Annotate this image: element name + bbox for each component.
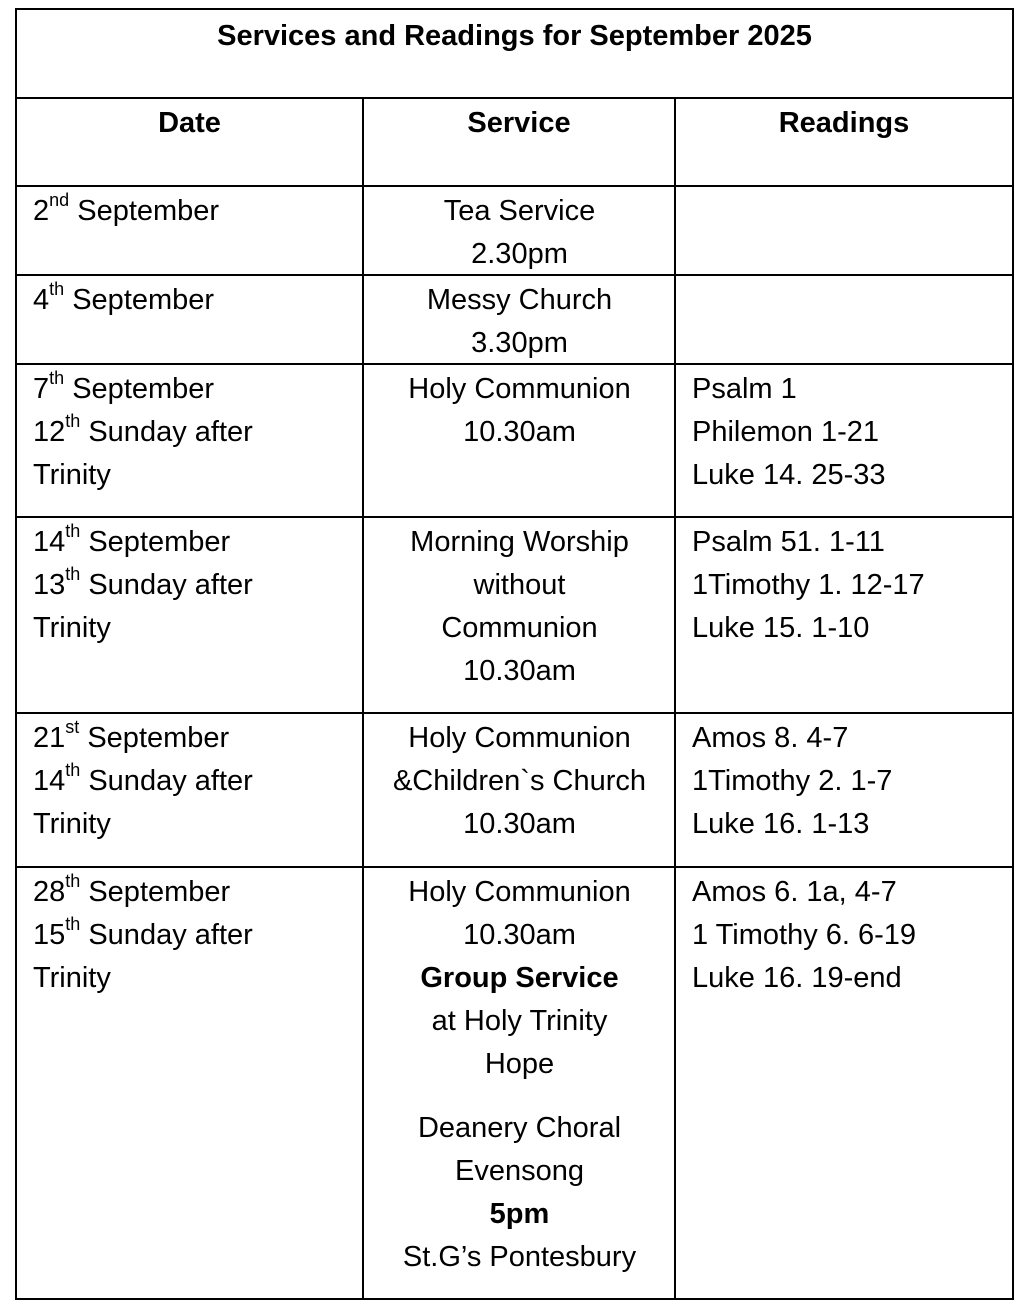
service-cell: Holy Communion 10.30am — [408, 373, 631, 448]
table-title: Services and Readings for September 2025 — [217, 20, 812, 52]
readings-cell: Psalm 1 Philemon 1-21 Luke 14. 25-33 — [692, 373, 886, 491]
service-cell: Morning Worship without Communion 10.30am — [410, 526, 629, 687]
service-cell: Holy Communion 10.30am Group Service at Holy Trinity Hope Deanery Choral Evensong 5pm St.G’s Pontesbury — [402, 876, 637, 1273]
row-divider — [17, 185, 1012, 187]
service-cell: Tea Service 2.30pm — [443, 195, 596, 270]
date-cell: 21st September 14th Sunday after Trinity — [33, 717, 253, 840]
row-divider — [17, 97, 1012, 99]
date-cell: 14th September 13th Sunday after Trinity — [33, 521, 253, 644]
date-cell: 7th September 12th Sunday after Trinity — [33, 368, 253, 491]
row-divider — [17, 516, 1012, 518]
readings-cell: Amos 6. 1a, 4-7 1 Timothy 6. 6-19 Luke 16. 19-end — [692, 876, 917, 994]
readings-cell: Psalm 51. 1-11 1Timothy 1. 12-17 Luke 15. 1-10 — [692, 526, 925, 644]
header-readings: Readings — [778, 107, 910, 139]
date-cell: 2nd September — [33, 190, 220, 227]
header-service: Service — [467, 107, 571, 139]
row-divider — [17, 712, 1012, 714]
date-cell: 28th September 15th Sunday after Trinity — [33, 871, 253, 994]
header-date: Date — [158, 107, 221, 139]
service-cell: Holy Communion &Children`s Church 10.30am — [392, 722, 647, 840]
services-table — [15, 8, 1014, 1300]
row-divider — [17, 866, 1012, 868]
service-cell: Messy Church 3.30pm — [426, 284, 613, 359]
date-cell: 4th September — [33, 279, 215, 316]
readings-cell: Amos 8. 4-7 1Timothy 2. 1-7 Luke 16. 1-13 — [692, 722, 893, 840]
